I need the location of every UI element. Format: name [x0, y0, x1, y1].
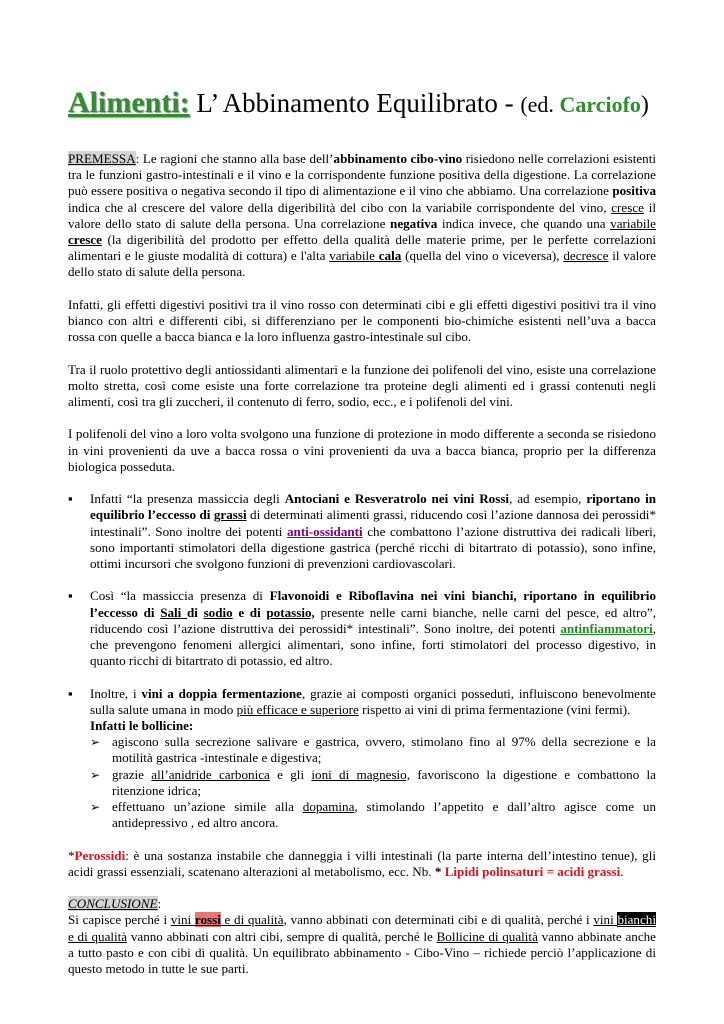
underlined-text: cresce — [611, 199, 644, 215]
title-main: L’ Abbinamento Equilibrato - — [189, 88, 521, 118]
text: indica invece, che quando una — [437, 215, 611, 231]
antinfiammatori-term: antinfiammatori — [560, 620, 653, 636]
text: vanno abbinati con altri cibi, sempre di qualità, perché le — [127, 928, 437, 944]
text: il valore dello stato di salute della persona. Una correlazione — [68, 199, 656, 231]
text: rispetto ai vini di prima fermentazione (vini fermi). — [358, 701, 631, 717]
text: Così “la massiccia presenza di — [90, 588, 270, 604]
text: Infatti “la presenza massiccia degli — [90, 491, 285, 507]
document-body — [68, 151, 656, 993]
bold-text: Antociani e Resveratrolo nei vini Rossi — [284, 491, 510, 507]
underlined-text: all’anidride carbonica — [151, 766, 270, 782]
underlined-bold-text: Sali — [160, 604, 187, 620]
title-ed: (ed. — [520, 92, 560, 117]
page-title — [68, 86, 649, 120]
bold-text: di — [186, 604, 204, 620]
underlined-text: variabile — [329, 248, 379, 264]
text: Inoltre, i — [90, 685, 142, 701]
underlined-bold-text: cresce — [68, 232, 102, 248]
perossidi-note — [68, 848, 656, 880]
underlined-text: variabile — [610, 215, 656, 231]
text: , ad esempio, — [509, 491, 587, 507]
text: presente nelle carni bianche, nelle carni del pesce, ed altro”, riducendo così l’azione distruttiva dei perossidi* intestinali”. Sono inoltre, dei potenti — [90, 604, 656, 636]
text: risiedono nelle correlazioni esistenti tra le funzioni gastro-intestinali e il vino e la corrispondente funzione positiva della digestione. La correlazione può essere positiva o negativa secondo il tipo di alimentazione e il vino che abbiamo. Una correlazione — [68, 151, 656, 199]
premessa-label: PREMESSA — [68, 151, 136, 166]
arrow-item-anidride — [90, 767, 656, 799]
text: , che prevengono fenomeni allergici alimentari, sono infine, forti stimolatori del processo digestivo, in quanto ricchi di bitartrato di potassio, ed altro. — [90, 620, 656, 669]
underlined-text: ioni di magnesio, — [311, 766, 411, 782]
text: che combattono l’azione distruttiva dei radicali liberi, sono importanti stimolatori della digestione gastrica (perché ricchi di bitartrato di potassio), sono infine, ottimi incursori che svolgono funzioni di prevenzioni cardiovascolari. — [90, 523, 656, 572]
text: di determinati alimenti grassi, riducendo così l’azione dannosa dei perossidi* intestinali”. Sono inoltre dei potenti — [90, 507, 656, 539]
underlined-text: Bollicine di qualità — [436, 928, 538, 944]
lipidi-term: Lipidi polinsaturi = acidi grassi — [444, 863, 621, 879]
bullet-bianchi — [68, 588, 656, 669]
premessa-paragraph — [68, 151, 656, 281]
underlined-text: e di qualità — [68, 928, 128, 944]
underlined-text: più efficace e superiore — [236, 701, 359, 717]
text: : — [157, 896, 162, 912]
title-alimenti: Alimenti: — [68, 86, 190, 119]
text: favoriscono la digestione e combattono la ritenzione idrica; — [112, 766, 656, 798]
arrow-item-secrezione: ➢ agiscono sulla secrezione salivare e gastrica, ovvero, stimolano fino al 97% della secrezione e la motilità gastrica -intestinale e digestiva; — [90, 734, 656, 766]
underlined-text: dopamina — [302, 799, 355, 815]
bold-text: positiva — [612, 183, 656, 199]
underlined-text: vini — [593, 912, 618, 928]
text: : è una sostanza instabile che danneggia i villi intestinali (la parte interna dell’intestino tenue), gli acidi grassi essenziali, scatenano alterazioni al metabolismo, ecc. Nb. — [68, 847, 656, 879]
bollicine-heading: Infatti le bollicine: — [90, 718, 194, 734]
text: il valore dello stato di salute della persona. — [68, 248, 657, 280]
conclusione-label: CONCLUSIONE — [68, 896, 158, 912]
text: effettuano un’azione simile alla — [112, 799, 303, 815]
title-carciofo: Carciofo — [559, 92, 641, 117]
underlined-bold-text: cala — [378, 248, 402, 264]
ruolo-paragraph: Tra il ruolo protettivo degli antiossidanti alimentari e la funzione dei polifenoli del vino, esiste una correlazione molto stretta, così come esiste una forte correlazione tra proteine degli alimenti ed i grassi contenuti negli alimenti, così tra gli zuccheri, il contenuto di ferro, sodio, ecc., e i polifenoli del vini. — [68, 361, 656, 410]
title-close: ) — [640, 92, 649, 118]
underlined-bold-text: sodio — [203, 604, 233, 620]
perossidi-term: Perossidi — [74, 847, 126, 863]
bold-text: abbinamento cibo-vino — [333, 151, 463, 166]
arrow-item-dopamina — [90, 799, 656, 831]
text: indica che al crescere del valore della digeribilità del cibo con la variabile corrispondente del vino, — [68, 199, 612, 215]
text: (quella del vino o viceversa), — [401, 248, 564, 264]
rossi-highlight: rossi — [194, 912, 221, 928]
bold-text: Flavonoidi e Riboflavina nei vini bianchi, riportano in equilibrio l’eccesso di — [90, 588, 656, 620]
text: Si capisce perché i — [68, 912, 171, 928]
anti-ossidanti-term: anti-ossidanti — [286, 523, 363, 539]
bullet-list — [68, 491, 656, 831]
underlined-text: decresce — [563, 248, 609, 264]
underlined-text: e di qualità — [220, 912, 284, 928]
bold-text: negativa — [390, 215, 438, 231]
conclusione-paragraph — [68, 896, 656, 977]
bianchi-highlight: bianchi — [617, 912, 656, 928]
polifenoli-paragraph: I polifenoli del vino a loro volta svolgono una funzione di protezione in modo differente a seconda se risiedono in vini provenienti da uve a bacca rossa o vini provenienti da uva a bacca bianca, proprio per la differenza biologica posseduta. — [68, 426, 656, 474]
text: (la digeribilità del prodotto per effetto della qualità delle materie prime, per le perfette correlazioni alimentari e le giuste modalità di cottura) e l'alta — [68, 232, 656, 264]
underlined-bold-text: potassio, — [266, 604, 315, 620]
text: e gli — [269, 766, 312, 782]
bold-text: vini a doppia fermentazione — [141, 685, 302, 701]
text: grazie — [112, 766, 152, 782]
text: . — [620, 863, 624, 879]
text: , vanno abbinati con determinati cibi e di qualità, perché i — [283, 912, 594, 928]
arrow-list — [90, 734, 656, 831]
bullet-doppia-fermentazione — [68, 686, 656, 832]
infatti-paragraph: Infatti, gli effetti digestivi positivi tra il vino rosso con determinati cibi e gli effetti digestivi positivi tra il vino bianco con altri e differenti cibi, si differenziano per le componenti bio-chimiche esistenti nell’uva a bacca rossa con quelle a bacca bianca e la loro influenza gastro-intestinale sul cibo. — [68, 296, 656, 345]
underlined-text: vini — [170, 912, 195, 928]
text: * — [68, 847, 75, 863]
bold-text: e di — [232, 604, 267, 620]
text: vanno abbinate anche a tutto pasto e con cibi di qualità. Un equilibrato abbinamento - Cibo-Vino – richiede perciò l’applicazione di questo metodo in tutte le sue parti. — [68, 928, 656, 977]
bold-text: * — [434, 863, 445, 879]
text: , grazie ai composti organici posseduti, influiscono benevolmente sulla salute umana in modo — [90, 685, 656, 717]
text: : Le ragioni che stanno alla base dell’ — [135, 151, 334, 166]
bullet-rossi — [68, 491, 656, 572]
bold-text: riportano in equilibrio l’eccesso di — [90, 491, 657, 523]
text: , stimolando l’appetito e dall’altro agisce come un antidepressivo , ed altro ancora. — [112, 799, 656, 831]
underlined-bold-text: grassi — [213, 507, 247, 523]
